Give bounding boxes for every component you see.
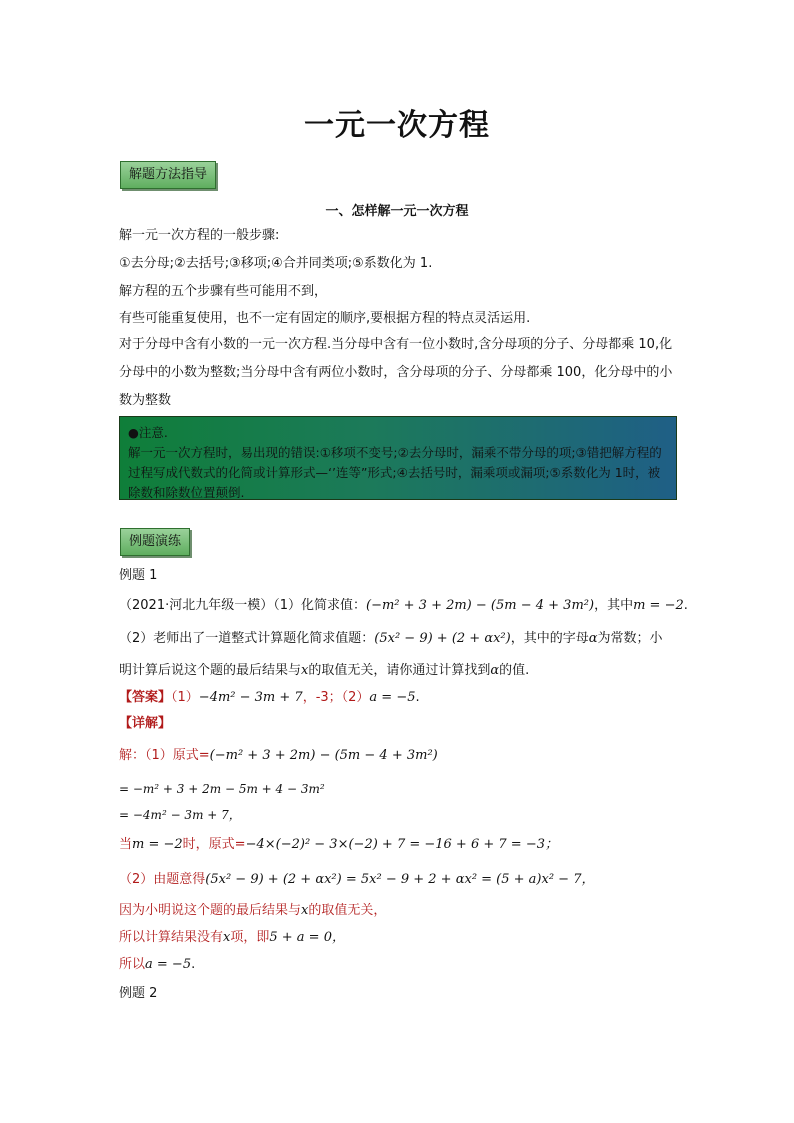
note-heading: ●注意. <box>128 425 168 440</box>
solution-line-3: = −4m² − 3m + 7， <box>119 808 241 822</box>
example-1-label: 例题 1 <box>119 568 158 583</box>
answer-expression: −4m² − 3m + 7 <box>198 690 303 705</box>
substitution-m: m = −2 <box>132 837 183 852</box>
solution-line-2: = −m² + 3 + 2m − 5m + 4 − 3m² <box>119 782 325 796</box>
solution-part-2-line-3 <box>119 927 345 949</box>
solution-part-2-line-2 <box>119 900 386 922</box>
section-label-examples: 例题演练 <box>120 528 190 556</box>
note-box <box>119 416 677 500</box>
solution-intro: 解：（1）原式= <box>119 748 210 763</box>
q1-prefix: （2021·河北九年级一模）（1）化简求值： <box>119 598 366 613</box>
q2-x: x <box>301 663 309 678</box>
part2-line4-c: . <box>191 957 196 972</box>
q1-suffix: ，其中 <box>594 598 634 613</box>
answer-end: . <box>415 690 420 705</box>
part2-line2-a: 因为小明说这个题的最后结果与 <box>119 903 302 918</box>
part2-line3-b: 项，即 <box>230 930 270 945</box>
part2-prefix: （2）由题意得 <box>119 872 206 887</box>
part2-line3-c: 5 + a = 0， <box>269 930 345 945</box>
substitution-expression: −4×(−2)² − 3×(−2) + 7 = −16 + 6 + 7 = −3； <box>245 837 558 852</box>
q2-suffix: ，其中的字母 <box>510 631 589 646</box>
q2-alpha: α <box>588 631 598 646</box>
general-steps-line: 解一元一次方程的一般步骤: <box>119 228 280 243</box>
part2-x-2: x <box>223 930 231 945</box>
q1-expression: (−m² + 3 + 2m) − (5m − 4 + 3m²) <box>366 598 595 613</box>
flexible-line: 有些可能重复使用，也不一定有固定的顺序,要根据方程的特点灵活运用. <box>119 311 531 326</box>
part2-x: x <box>301 903 309 918</box>
q1-end: . <box>683 598 688 613</box>
q1-condition: m = −2 <box>633 598 684 613</box>
q2-prefix: （2）老师出了一道整式计算题化简求值题： <box>119 631 375 646</box>
q2-line2-b: 的取值无关，请你通过计算找到 <box>308 663 491 678</box>
substitution-prefix: 当 <box>119 837 133 852</box>
solution-expression-0: (−m² + 3 + 2m) − (5m − 4 + 3m²) <box>209 748 438 763</box>
q2-tail: 为常数；小 <box>597 631 663 646</box>
part2-line3-a: 所以计算结果没有 <box>119 930 224 945</box>
page-title: 一元一次方程 <box>304 108 490 143</box>
answer-separator: ，-3；（2） <box>302 690 370 705</box>
example-2-label: 例题 2 <box>119 986 158 1001</box>
detail-label: 【详解】 <box>119 716 172 731</box>
q2-line2-a: 明计算后说这个题的最后结果与 <box>119 663 302 678</box>
example-1-question-2 <box>119 628 663 650</box>
steps-line: ①去分母;②去括号;③移项;④合并同类项;⑤系数化为 1. <box>119 256 433 271</box>
not-all-line: 解方程的五个步骤有些可能用不到， <box>119 284 328 299</box>
solution-substitution <box>119 834 558 856</box>
part2-line2-b: 的取值无关， <box>308 903 387 918</box>
answer-label: 【答案】 <box>119 690 172 705</box>
substitution-mid: 时，原式= <box>182 837 246 852</box>
subheading: 一、怎样解一元一次方程 <box>325 204 469 219</box>
decimal-paragraph: 对于分母中含有小数的一元一次方程.当分母中含有一位小数时,含分母项的分子、分母都乘 10,化分母中的小数为整数;当分母中含有两位小数时，含分母项的分子、分母都乘 100，化分母中的小数为整数 <box>119 337 673 408</box>
solution-part-2-line-4 <box>119 954 195 976</box>
part2-line4-a: 所以 <box>119 957 146 972</box>
example-1-question-2-line-2 <box>119 660 529 682</box>
answer-a: a = −5 <box>369 690 416 705</box>
answer-line <box>119 687 420 709</box>
solution-part-2 <box>119 869 594 891</box>
part2-line4-b: a = −5 <box>145 957 192 972</box>
part2-expression: (5x² − 9) + (2 + αx²) = 5x² − 9 + 2 + αx² = (5 + a)x² − 7， <box>205 872 595 887</box>
q2-line2-c: 的值. <box>499 663 530 678</box>
example-1-question-1 <box>119 595 688 617</box>
answer-part-1: （1） <box>171 690 199 705</box>
note-body: 解一元一次方程时，易出现的错误:①移项不变号;②去分母时，漏乘不带分母的项;③错把解方程的过程写成代数式的化简或计算形式—‘’连等”形式;④去括号时，漏乘项或漏项;⑤系数化为 1时，被除数和除数位置颠倒. <box>128 445 662 500</box>
q2-expression: (5x² − 9) + (2 + αx²) <box>374 631 511 646</box>
section-label-method-guide: 解题方法指导 <box>120 161 216 189</box>
solution-line-1 <box>119 745 438 767</box>
q2-alpha-2: α <box>490 663 500 678</box>
